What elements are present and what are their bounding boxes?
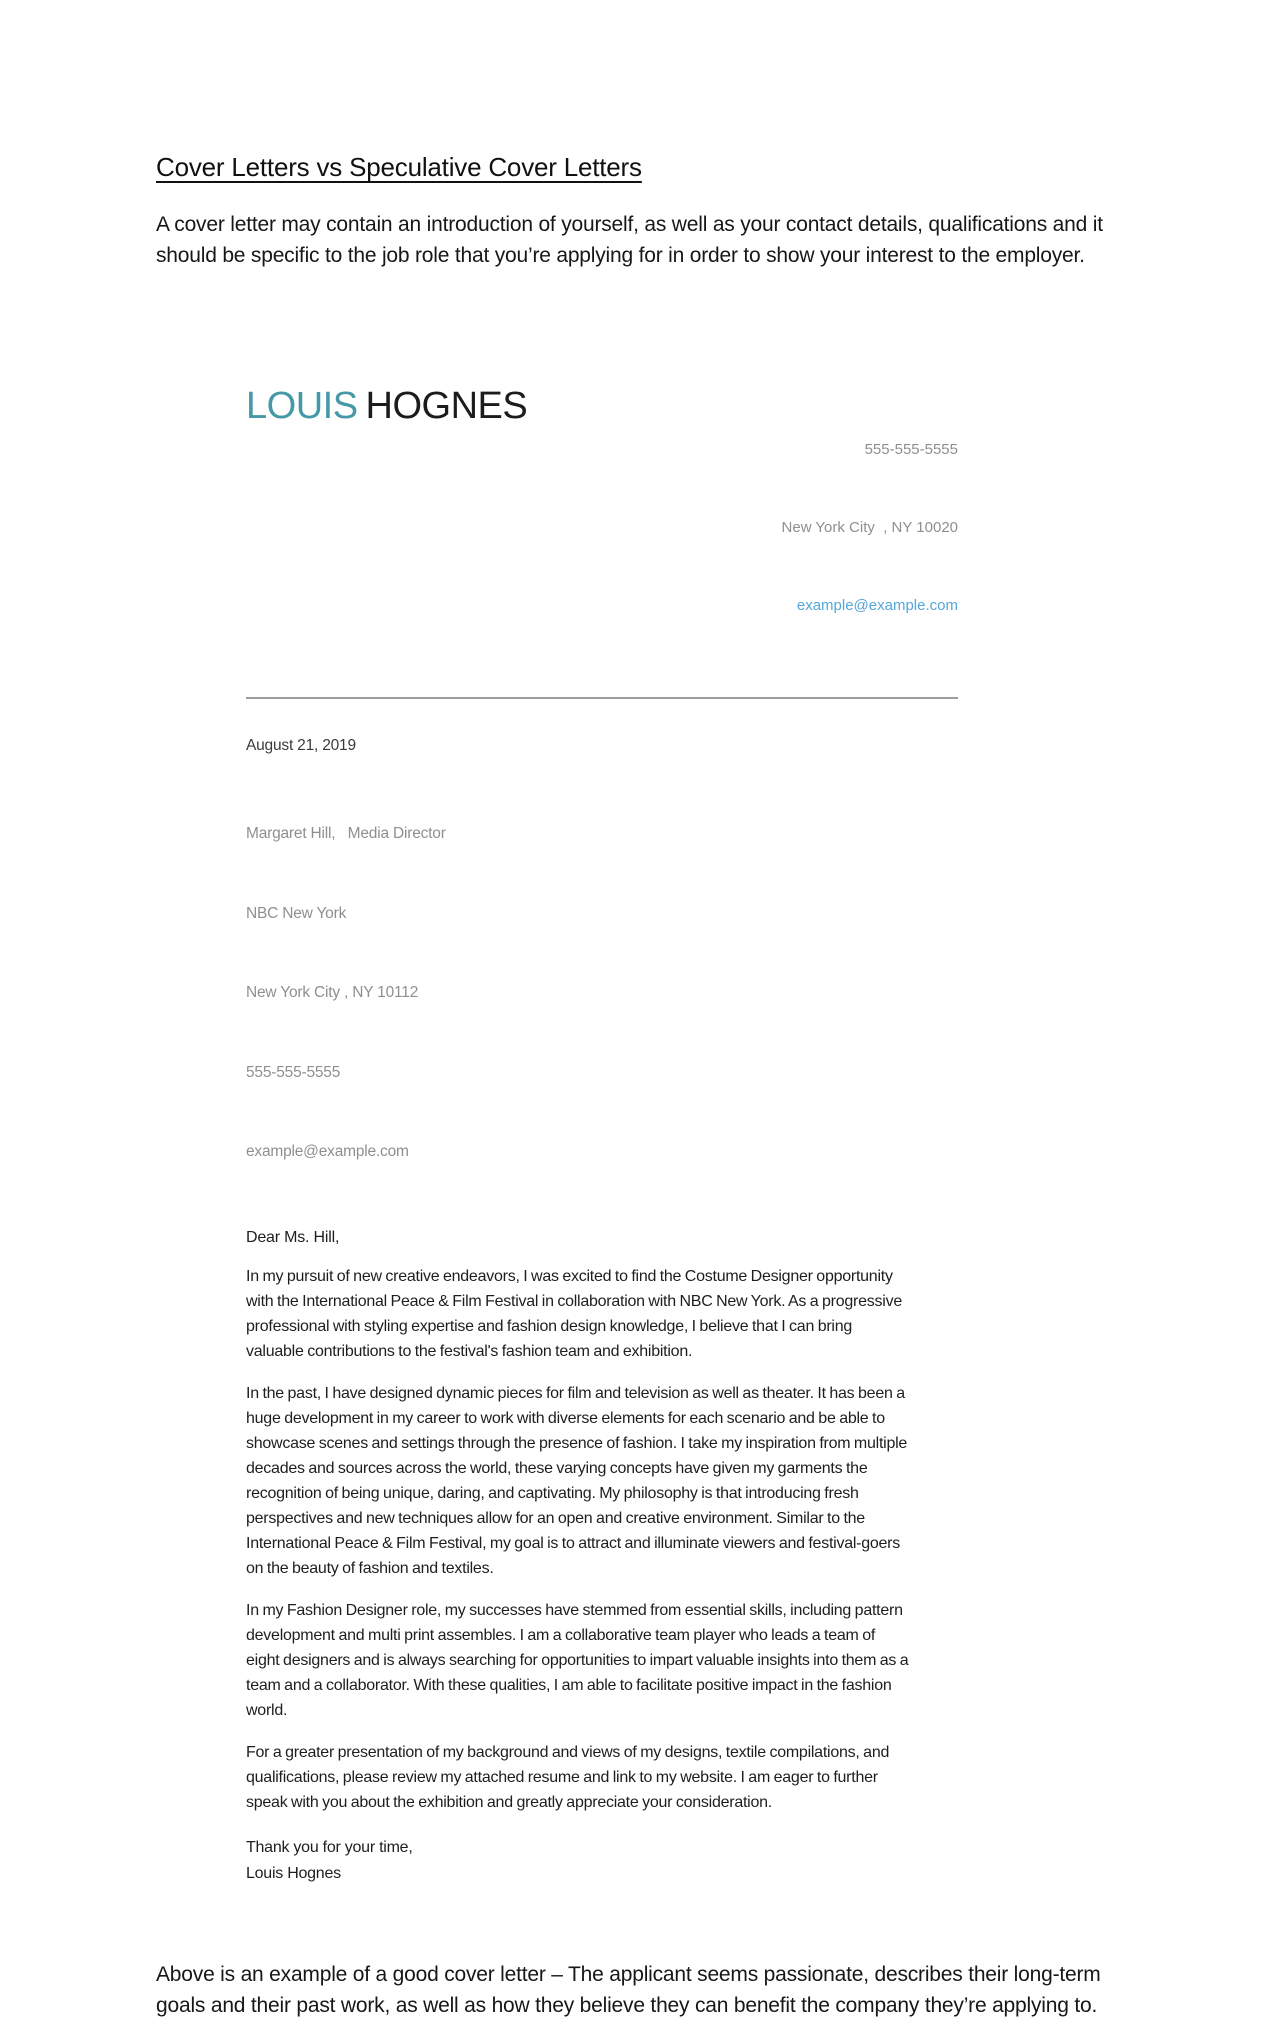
closing-line: Thank you for your time, — [246, 1838, 413, 1856]
sender-email-link[interactable]: example@example.com — [796, 597, 958, 614]
sender-name — [246, 385, 527, 428]
recipient-company: NBC New York — [246, 904, 347, 922]
closing-paragraph: Above is an example of a good cover letter – The applicant seems passionate, describes their long-term goals and their past work, as well as how they believe they can benefit the company they’re applying to. — [156, 1962, 1101, 2017]
letterhead-divider — [246, 697, 958, 699]
page-title: Cover Letters vs Speculative Cover Letters — [156, 152, 642, 182]
letter-date: August 21, 2019 — [246, 737, 356, 754]
letter-paragraph-3: In my Fashion Designer role, my successes have stemmed from essential skills, including pattern development and multi print assembles. I am a collaborative team player who leads a team of eight designers and is always searching for opportunities to impart valuable insights into them as a team and a collaborator. With these qualities, I am able to facilitate positive impact in the fashion world. — [246, 1601, 909, 1719]
recipient-phone: 555-555-5555 — [246, 1063, 341, 1081]
letter-paragraph-1: In my pursuit of new creative endeavors, I was excited to find the Costume Designer opportunity with the International Peace & Film Festival in collaboration with NBC New York. As a progressive professional with styling expertise and fashion design knowledge, I believe that I can bring valuable contributions to the festival's fashion team and exhibition. — [246, 1267, 902, 1360]
letterhead — [246, 377, 958, 671]
sender-last-name: HOGNES — [365, 385, 528, 427]
recipient-email: example@example.com — [246, 1143, 409, 1160]
signature-name: Louis Hognes — [246, 1864, 341, 1882]
intro-paragraph: A cover letter may contain an introduction of yourself, as well as your contact details, qualifications and it should be specific to the job role that you’re applying for in order to show your interest to the employer. — [156, 213, 1103, 267]
cover-letter-example — [246, 377, 958, 1887]
recipient-block — [246, 768, 958, 1219]
recipient-address: New York City , NY 10112 — [246, 984, 419, 1001]
sender-contact-block — [782, 385, 958, 671]
salutation: Dear Ms. Hill, — [246, 1228, 340, 1246]
letter-paragraph-2: In the past, I have designed dynamic pieces for film and television as well as theater. It has been a huge development in my career to work with diverse elements for each scenario and be able to showcase scenes and settings through the presence of fashion. I take my inspiration from multiple decades and sources across the world, these varying concepts have given my garments the recognition of being unique, daring, and captivating. My philosophy is that introducing fresh perspectives and new techniques allow for an open and creative environment. Similar to the International Peace & Film Festival, my goal is to attract and illuminate viewers and festival-goers on the beauty of fashion and textiles. — [246, 1384, 908, 1577]
closing-block — [246, 1835, 958, 1887]
sender-first-name: LOUIS — [246, 385, 358, 427]
sender-address: New York City , NY 10020 — [781, 519, 958, 536]
sender-phone: 555-555-5555 — [864, 441, 958, 458]
letter-paragraph-4: For a greater presentation of my background and views of my designs, textile compilations, and qualifications, please review my attached resume and link to my website. I am eager to further speak with you about the exhibition and greatly appreciate your consideration. — [246, 1743, 890, 1811]
recipient-name-title: Margaret Hill, Media Director — [246, 825, 446, 842]
